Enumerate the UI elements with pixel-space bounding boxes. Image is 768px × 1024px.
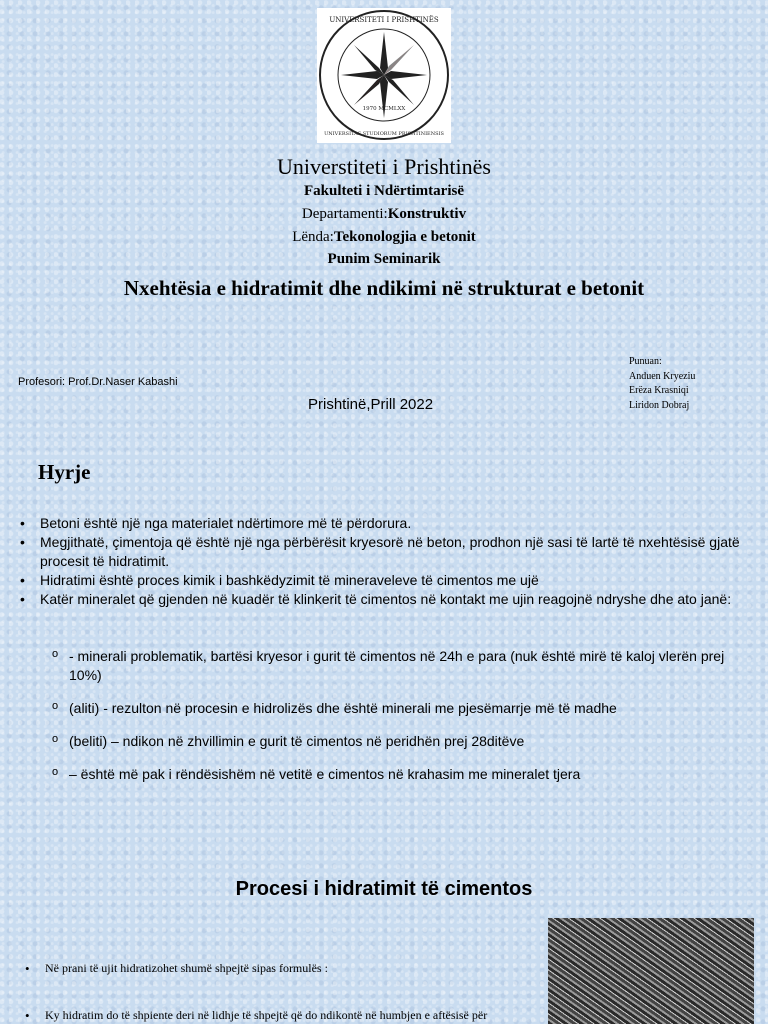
section-heading-hydration: Procesi i hidratimit të cimentos — [235, 878, 533, 900]
microscope-image — [548, 918, 754, 1024]
list-item: o (beliti) – ndikon në zhvillimin e gurit të cimentos në peridhën prej 28ditëve — [52, 732, 749, 751]
list-item: o - minerali problematik, bartësi kryesor i gurit të cimentos në 24h e para (nuk është mirë të kaloj vlerën prej 10%) — [52, 647, 749, 685]
list-item: • Katër mineralet që gjenden në kuadër të klinkerit të cimentos në kontakt me ujin reagojnë ndryshe dhe ato janë: — [0, 590, 740, 609]
subject-label: Lënda: — [292, 229, 334, 245]
intro-bullet-list — [0, 514, 740, 609]
authors-label: Punuan: — [629, 356, 662, 367]
list-item: • Ky hidratim do të shpiente deri në lidhje të shpejtë që do ndikontë në humbjen e aftësisë për — [25, 1008, 545, 1023]
professor-name: Profesori: Prof.Dr.Naser Kabashi — [18, 376, 178, 388]
list-item: • Hidratimi është proces kimik i bashkëdyzimit të mineraveleve të cimentos me ujë — [0, 571, 740, 590]
university-logo — [317, 8, 451, 143]
svg-text:UNIVERSITAS STUDIORUM PRISHTIN: UNIVERSITAS STUDIORUM PRISHTINIENSIS — [324, 131, 444, 137]
list-item: o – është më pak i rëndësishëm në vetitë e cimentos në krahasim me mineralet tjera — [52, 765, 749, 784]
author-name: Erëza Krasniqi — [629, 385, 689, 396]
work-type: Punim Seminarik — [327, 251, 441, 267]
author-name: Liridon Dobraj — [629, 399, 690, 411]
svg-text:UNIVERSITETI I PRISHTINËS: UNIVERSITETI I PRISHTINËS — [329, 16, 439, 24]
page-title: Nxehtësia e hidratimit dhe ndikimi në strukturat e betonit — [123, 276, 645, 300]
place-date: Prishtinë,Prill 2022 — [308, 396, 434, 413]
svg-text:1970 MCMLXX: 1970 MCMLXX — [362, 106, 406, 112]
university-name: Universtiteti i Prishtinës — [277, 154, 491, 179]
list-item: • Megjithatë, çimentoja që është një nga përbërësit kryesorë në beton, prodhon një sasi të lartë të nxehtësisë gjatë procesit të hidratimit. — [0, 533, 740, 571]
department-line — [0, 206, 768, 223]
author-name: Anduen Kryeziu — [629, 370, 696, 382]
department-label: Departamenti: — [301, 206, 388, 222]
list-item: o (aliti) - rezulton në procesin e hidrolizës dhe është minerali me pjesëmarrje më të madhe — [52, 699, 749, 718]
department-value: Konstruktiv — [387, 206, 467, 222]
authors-block — [629, 355, 695, 413]
subject-line — [0, 229, 768, 246]
list-item: • Në prani të ujit hidratizohet shumë shpejtë sipas formulës : — [25, 961, 545, 976]
university-seal-icon — [317, 8, 451, 143]
section-heading-intro: Hyrje — [38, 460, 91, 484]
list-item: • Betoni është një nga materialet ndërtimore më të përdorura. — [0, 514, 740, 533]
faculty-name: Fakulteti i Ndërtimtarisë — [304, 183, 464, 199]
subject-value: Tekonologjia e betonit — [333, 229, 476, 245]
